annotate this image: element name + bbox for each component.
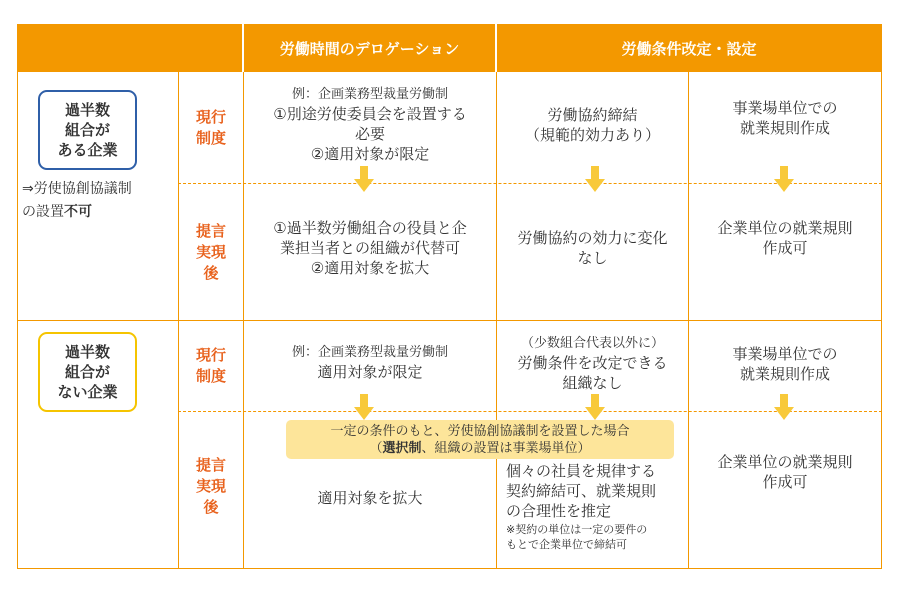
row-label-line: 現行 [195, 107, 226, 126]
badge-with-majority-union [38, 90, 137, 170]
row-label-line: 現行 [195, 346, 226, 364]
header-conditions [496, 24, 882, 72]
row-label-current-2 [179, 321, 243, 411]
cell-current-derogation-1 [244, 78, 496, 170]
banner-bold: 選択制 [382, 440, 422, 456]
row-label-line: 提言 [195, 455, 226, 474]
row-label-current-1 [179, 72, 243, 183]
header-separator [495, 24, 497, 72]
cell-line: 就業規則作成 [739, 119, 830, 137]
cell-current-agreement-1 [497, 90, 688, 160]
cell-line: 業担当者との組織が代替可 [279, 239, 460, 257]
cell-current-rules-2 [689, 338, 881, 390]
cell-current-agreement-2 [497, 330, 688, 396]
badge-line: 組合が [64, 121, 110, 139]
cell-line: （規範的効力あり） [524, 126, 660, 144]
header-derogation-label: 労働時間のデロゲーション [279, 39, 460, 58]
row-label-line: 後 [203, 263, 219, 282]
badge-line: 過半数 [64, 343, 110, 361]
header-corner [17, 24, 243, 72]
cell-line: 労働協約の効力に変化 [517, 229, 668, 247]
cell-line: 企業単位の就業規則 [717, 219, 853, 237]
row-label-line: 制度 [195, 367, 226, 385]
cell-line: 必要 [354, 124, 385, 143]
cell-note-line: もとで企業単位で締結可 [506, 538, 627, 551]
cell-current-rules-1 [689, 88, 881, 148]
badge-without-majority-union [38, 332, 137, 412]
cell-line: 労働条件を改定できる [517, 353, 668, 372]
cell-line: 組織なし [562, 373, 623, 392]
grid-line [17, 320, 882, 321]
note-line: の設置 [22, 204, 64, 220]
down-arrow-icon [774, 394, 794, 420]
cell-proposed-rules-1 [689, 212, 881, 264]
cell-line: 契約締結可、就業規則 [506, 482, 657, 500]
header-separator [242, 24, 244, 72]
down-arrow-icon [354, 166, 374, 192]
cell-proposed-agreement-1 [497, 222, 688, 274]
cell-line: （少数組合代表以外に） [520, 335, 664, 351]
down-arrow-icon [585, 394, 605, 420]
cell-proposed-agreement-2 [506, 461, 686, 552]
cell-line: 就業規則作成 [739, 365, 830, 383]
cell-line: 個々の社員を規律する [506, 462, 657, 480]
badge-line: ない企業 [57, 383, 118, 401]
row-label-line: 提言 [195, 221, 226, 240]
cell-line: 作成可 [762, 239, 808, 257]
cell-line: 適用対象が限定 [317, 362, 423, 381]
cell-line: 労働協約締結 [547, 106, 638, 124]
row-label-proposed-2 [179, 440, 243, 532]
down-arrow-icon [774, 166, 794, 192]
cell-line: 作成可 [762, 473, 808, 491]
cell-line: 適用対象を拡大 [317, 489, 423, 507]
council-condition-banner [286, 420, 674, 459]
cell-note-line: ※契約の単位は一定の要件の [506, 523, 648, 536]
cell-proposed-rules-2 [689, 446, 881, 498]
cell-line: 例：企画業務型裁量労働制 [291, 86, 448, 102]
down-arrow-icon [585, 166, 605, 192]
note-line: ⇒労使協創協議制 [22, 181, 132, 197]
cell-proposed-derogation-1 [244, 212, 496, 284]
row-label-proposed-1 [179, 184, 243, 320]
down-arrow-icon [354, 394, 374, 420]
cell-line: ①別途労使委員会を設置する [273, 104, 467, 123]
note-council-not-allowed [22, 178, 178, 224]
cell-line: の合理性を推定 [506, 502, 612, 520]
grid-line [17, 568, 882, 569]
row-label-line: 制度 [195, 128, 226, 147]
banner-line: 一定の条件のもと、労使協創協議制を設置した場合 [330, 423, 630, 439]
header-derogation [243, 24, 496, 72]
cell-line: 事業場単位での [732, 99, 838, 117]
cell-line: 企業単位の就業規則 [717, 453, 853, 471]
cell-current-derogation-2 [244, 338, 496, 386]
cell-line: なし [577, 249, 608, 267]
cell-line: 例：企画業務型裁量労働制 [291, 344, 448, 360]
banner-open: （ [369, 440, 383, 456]
row-label-line: 実現 [195, 242, 226, 261]
row-label-line: 実現 [195, 476, 226, 495]
badge-line: 組合が [64, 363, 110, 381]
row-label-line: 後 [203, 497, 219, 516]
cell-line: 事業場単位での [732, 345, 838, 363]
note-bold: 不可 [64, 204, 92, 220]
header-conditions-label: 労働条件改定・設定 [621, 39, 757, 58]
cell-proposed-derogation-2 [244, 484, 496, 512]
cell-line: ②適用対象を拡大 [310, 259, 430, 277]
badge-line: 過半数 [64, 101, 110, 119]
cell-line: ②適用対象が限定 [310, 144, 430, 163]
badge-line: ある企業 [57, 141, 118, 159]
banner-rest: 、組織の設置は事業場単位） [421, 440, 591, 456]
cell-line: ①過半数労働組合の役員と企 [273, 219, 467, 237]
